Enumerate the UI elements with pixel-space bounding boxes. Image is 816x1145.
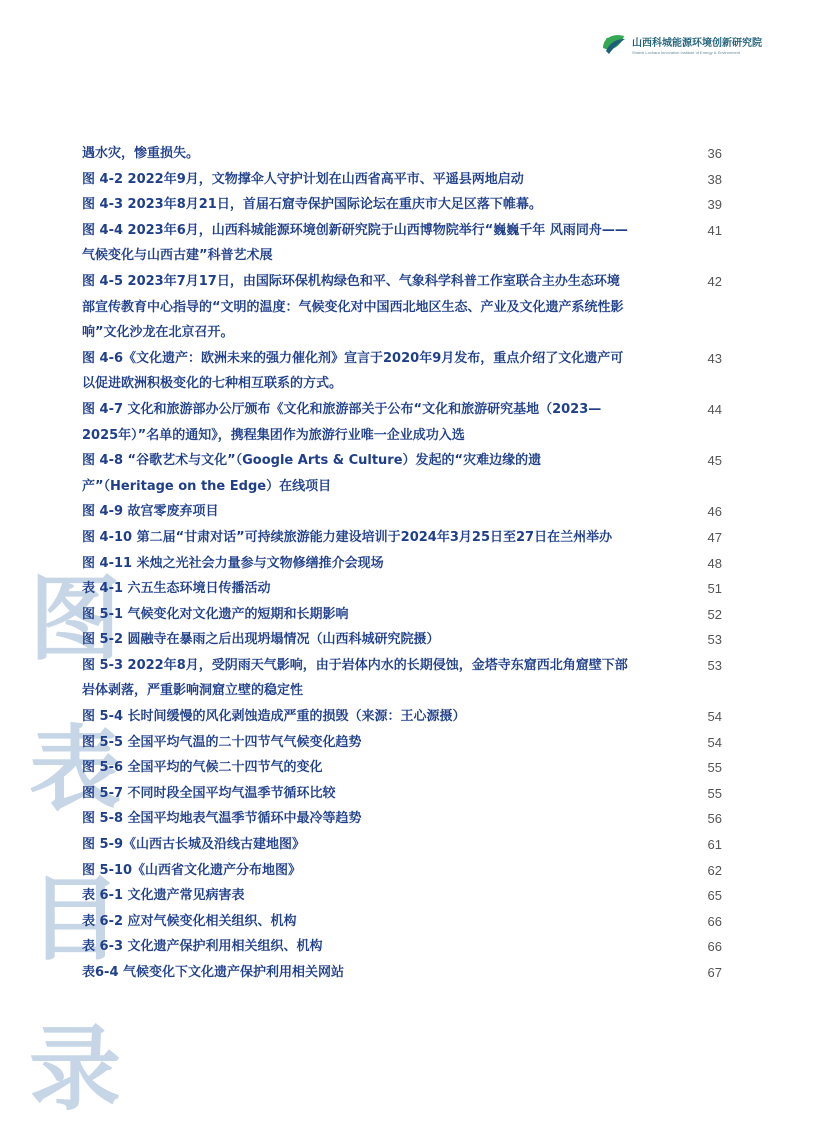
toc-page-number: 55 [707,760,722,776]
toc-entry-title: 图 5-2 圆融寺在暴雨之后出现坍塌情况（山西科城研究院摄） [82,632,440,648]
toc-entry-title: 图 4-4 2023年6月，山西科城能源环境创新研究院于山西博物院举行“巍巍千年 风雨同舟——气候变化与山西古建”科普艺术展 [82,222,628,264]
toc-entry[interactable] [82,653,722,704]
toc-entry-title: 图 4-6《文化遗产：欧洲未来的强力催化剂》宣言于2020年9月发布，重点介绍了文化遗产可以促进欧洲积极变化的七种相互联系的方式。 [82,350,624,392]
toc-entry[interactable] [82,167,722,193]
toc-entry-title: 表 6-2 应对气候变化相关组织、机构 [82,913,297,929]
toc-entry[interactable] [82,781,722,807]
side-title-char: 图 [28,566,121,673]
header-logo [600,30,800,64]
toc-page-number: 65 [707,888,722,904]
side-title-char: 录 [28,1016,121,1123]
toc-page-number: 53 [707,632,722,648]
toc-entry[interactable] [82,192,722,218]
leaf-logo-icon [600,30,628,58]
toc-page-number: 45 [707,453,722,469]
toc-entry-title: 表 6-1 文化遗产常见病害表 [82,888,245,904]
toc-page-number: 39 [707,197,722,213]
toc-entry[interactable] [82,730,722,756]
toc-page-number: 46 [707,504,722,520]
toc-page-number: 53 [707,657,722,673]
toc-entry-title: 图 5-7 不同时段全国平均气温季节循环比较 [82,785,336,801]
side-title-char: 目 [28,866,121,973]
toc-page-number: 66 [707,913,722,929]
toc-entry-title: 图 4-5 2023年7月17日，由国际环保机构绿色和平、气象科学科普工作室联合主办生态环境部宣传教育中心指导的“文明的温度：气候变化对中国西北地区生态、产业及文化遗产系统性影响”文化沙龙在北京召开。 [82,273,624,341]
toc-entry-title: 表6-4 气候变化下文化遗产保护利用相关网站 [82,965,345,980]
toc-page-number: 66 [707,939,722,955]
toc-page-number: 44 [707,401,722,417]
toc-entry[interactable] [82,755,722,781]
toc-entry[interactable] [82,576,722,602]
toc-entry[interactable] [82,832,722,858]
toc-page-number: 54 [707,709,722,725]
toc-page-number: 48 [707,555,722,571]
toc-entry-title: 图 4-7 文化和旅游部办公厅颁布《文化和旅游部关于公布“文化和旅游研究基地（2023—2025年）”名单的通知》，携程集团作为旅游行业唯一企业成功入选 [82,401,602,443]
toc-page-number: 54 [707,734,722,750]
toc-entry[interactable] [82,499,722,525]
toc-entry[interactable] [82,627,722,653]
toc-page-number: 47 [707,529,722,545]
toc-entry-title: 图 5-9《山西古长城及沿线古建地图》 [82,837,306,853]
toc-entry[interactable] [82,397,722,448]
toc-entry-title: 图 5-3 2022年8月，受阴雨天气影响，由于岩体内水的长期侵蚀，金塔寺东窟西北角窟壁下部岩体剥落，严重影响洞窟立壁的稳定性 [82,657,628,699]
toc-entry[interactable] [82,346,722,397]
table-of-contents [82,141,722,986]
toc-page-number: 36 [707,146,722,161]
toc-entry[interactable] [82,934,722,960]
toc-page-number: 51 [707,581,722,597]
toc-page-number: 41 [707,222,722,238]
toc-page-number: 38 [707,171,722,187]
toc-entry-title: 图 4-2 2022年9月，文物撑伞人守护计划在山西省高平市、平遥县两地启动 [82,171,524,187]
toc-entry[interactable] [82,551,722,577]
toc-entry-title: 表 4-1 六五生态环境日传播活动 [82,581,271,597]
toc-page-number: 61 [707,837,722,853]
logo-text [632,30,762,55]
toc-entry[interactable] [82,269,722,346]
toc-entry[interactable] [82,602,722,628]
toc-page-number: 55 [707,785,722,801]
toc-entry-title: 图 4-9 故宫零废弃项目 [82,504,219,520]
toc-entry-title: 图 5-8 全国平均地表气温季节循环中最冷等趋势 [82,811,362,827]
toc-entry-title: 图 5-10《山西省文化遗产分布地图》 [82,862,302,878]
toc-entry[interactable] [82,704,722,730]
toc-entry[interactable] [82,806,722,832]
toc-entry[interactable] [82,909,722,935]
toc-entry-title: 图 5-1 气候变化对文化遗产的短期和长期影响 [82,606,349,622]
toc-page-number: 62 [707,862,722,878]
toc-entry-title: 图 4-8 “谷歌艺术与文化”（Google Arts & Culture）发起的“灾难边缘的遗产”（Heritage on the Edge）在线项目 [82,453,542,494]
toc-page-number: 56 [707,811,722,827]
toc-entry[interactable] [82,448,722,499]
toc-entry[interactable] [82,858,722,884]
toc-entry-title: 图 5-4 长时间缓慢的风化剥蚀造成严重的损毁（来源：王心源摄） [82,709,466,725]
toc-page-number: 52 [707,606,722,622]
org-name-en: Shanxi Lochara Innovation Institute of Energy & Environment [632,50,741,55]
toc-entry-title: 表 6-3 文化遗产保护利用相关组织、机构 [82,939,323,955]
toc-page-number: 67 [707,965,722,980]
toc-entry[interactable] [82,883,722,909]
toc-entry-title: 遇水灾，惨重损失。 [82,146,200,161]
toc-page-number: 42 [707,273,722,289]
toc-entry[interactable] [82,218,722,269]
toc-entry[interactable] [82,141,722,167]
toc-entry-title: 图 4-11 米烛之光社会力量参与文物修缮推介会现场 [82,555,384,571]
toc-entry-title: 图 5-5 全国平均气温的二十四节气气候变化趋势 [82,734,362,750]
toc-entry-title: 图 4-10 第二届“甘肃对话”可持续旅游能力建设培训于2024年3月25日至27日在兰州举办 [82,529,613,545]
toc-entry[interactable] [82,960,722,986]
toc-entry-title: 图 4-3 2023年8月21日，首届石窟寺保护国际论坛在重庆市大足区落下帷幕。 [82,197,542,213]
toc-entry-title: 图 5-6 全国平均的气候二十四节气的变化 [82,760,323,776]
toc-entry[interactable] [82,525,722,551]
toc-page-number: 43 [707,350,722,366]
side-title-char: 表 [28,716,121,823]
org-name-cn: 山西科城能源环境创新研究院 [632,38,762,49]
